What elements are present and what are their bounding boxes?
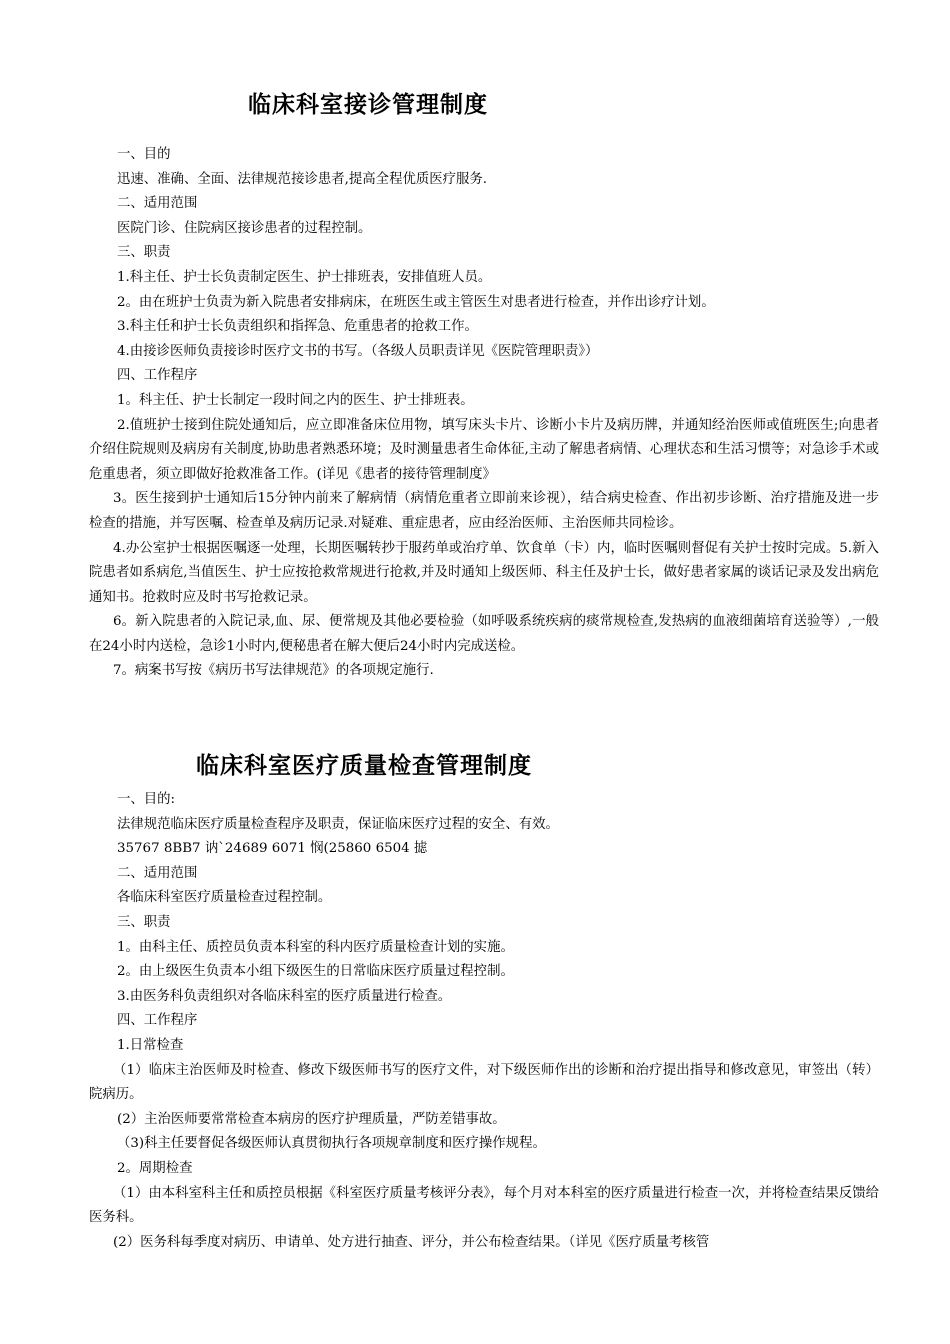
duty-item: 1.科主任、护士长负责制定医生、护士排班表，安排值班人员。 [117,269,492,285]
paragraph-scope: 医院门诊、住院病区接诊患者的过程控制。 [117,220,372,236]
heading-scope: 二、适用范围 [117,196,198,212]
duty-item: 2。由在班护士负责为新入院患者安排病床，在班医生或主管医生对患者进行检查，并作出诊疗计划。 [117,294,715,310]
procedure-item: （1）临床主治医师及时检查、修改下级医师书写的医疗文件，对下级医师作出的诊断和治疗提出指导和修改意见，审签出（转）院病历。 [89,1062,879,1103]
section-body [89,143,879,684]
procedure-item: 7。病案书写按《病历书写法律规范》的各项规定施行. [113,663,434,679]
duty-item: 3.科主任和护士长负责组织和指挥急、危重患者的抢救工作。 [117,319,478,335]
duty-item: 4.由接诊医师负责接诊时医疗文书的书写。（各级人员职责详见《医院管理职责》） [117,343,599,359]
section-title: 临床科室医疗质量检查管理制度 [196,753,532,779]
procedure-item: 6。新入院患者的入院记录,血、尿、便常规及其他必要检验（如呼吸系统疾病的痰常规检查,发热病的血液细菌培育送验等）,一般在24小时内送检，急诊1小时内,便秘患者在解大便后24小时内完成送检。 [89,614,879,654]
noise-text: 35767 8BB7 讷`24689 6071 悯(25860 6504 摅 [117,841,428,857]
heading-scope: 二、适用范围 [117,865,198,881]
heading-procedure: 四、工作程序 [117,368,198,384]
heading-duties: 三、职责 [117,245,171,261]
procedure-item: 2.值班护士接到住院处通知后，应立即准备床位用物，填写床头卡片、诊断小卡片及病历牌，并通知经治医师或值班医生;向患者介绍住院规则及病房有关制度,协助患者熟悉环境；及时测量患者生命体征,主动了解患者病情、心理状态和生活习惯等；对急诊手术或危重患者，须立即做好抢救准备工作。(详见《患者的接待管理制度》 [89,417,879,482]
heading-purpose: 一、目的: [117,792,176,807]
procedure-item: 1。科主任、护士长制定一段时间之内的医生、护士排班表。 [117,392,474,408]
paragraph-purpose: 法律规范临床医疗质量检查程序及职责，保证临床医疗过程的安全、有效。 [117,816,559,832]
section-body [89,788,879,1255]
section-title: 临床科室接诊管理制度 [248,92,488,118]
subheading-periodic-check: 2。周期检查 [117,1160,193,1176]
procedure-item: （3)科主任要督促各级医师认真贯彻执行各项规章制度和医疗操作规程。 [117,1136,546,1152]
duty-item: 2。由上级医生负责本小组下级医生的日常临床医疗质量过程控制。 [117,964,514,980]
duty-item: 3.由医务科负责组织对各临床科室的医疗质量进行检查。 [117,988,452,1004]
heading-duties: 三、职责 [117,914,171,930]
procedure-item: (2）医务科每季度对病历、申请单、处方进行抽查、评分，并公布检查结果。（详见《医疗质量考核管 [113,1234,710,1250]
subheading-daily-check: 1.日常检查 [117,1037,184,1053]
paragraph-scope: 各临床科室医疗质量检查过程控制。 [117,890,332,906]
heading-purpose: 一、目的 [117,147,171,162]
procedure-item: 4.办公室护士根据医嘱逐一处理，长期医嘱转抄于服药单或治疗单、饮食单（卡）内，临时医嘱则督促有关护士按时完成。5.新入院患者如系病危,当值医生、护士应按抢救常规进行抢救,并及时通知上级医师、科主任及护士长，做好患者家属的谈话记录及发出病危通知书。抢救时应及时书写抢救记录。 [89,540,879,605]
procedure-item: 3。医生接到护士通知后15分钟内前来了解病情（病情危重者立即前来诊视），结合病史检查、作出初步诊断、治疗措施及进一步检查的措施，并写医嘱、检查单及病历记录.对疑难、重症患者，应由经治医师、主治医师共同检诊。 [89,491,879,531]
paragraph-purpose: 迅速、准确、全面、法律规范接诊患者,提高全程优质医疗服务. [117,171,488,187]
procedure-item: （1）由本科室科主任和质控员根据《科室医疗质量考核评分表》，每个月对本科室的医疗质量进行检查一次，并将检查结果反馈给医务科。 [89,1185,879,1226]
duty-item: 1。由科主任、质控员负责本科室的科内医疗质量检查计划的实施。 [117,939,514,955]
procedure-item: (2）主治医师要常常检查本病房的医疗护理质量，严防差错事故。 [117,1111,506,1127]
heading-procedure: 四、工作程序 [117,1013,198,1029]
